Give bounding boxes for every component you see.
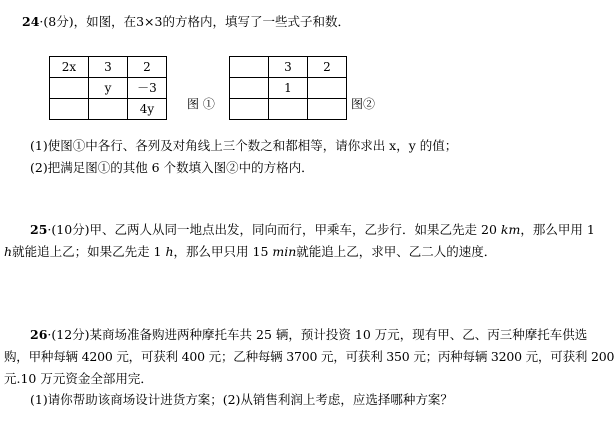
q25-text: 就能追上乙，求甲、乙二人的速度． [296,244,497,259]
q25-line-1 [30,220,595,238]
grid-figure-2 [229,56,347,120]
grid1-cell: 4y [128,99,167,120]
grid2-cell [269,99,308,120]
q25-number: 25 [30,222,48,237]
q25-unit-min: min [272,244,297,259]
q26-text: ·(12分)某商场准备购进两种摩托车共 25 辆，预计投资 10 万元，现有甲、乙、丙三种摩托车供选 [47,327,588,342]
grid2-cell: 3 [269,57,308,78]
grid2-cell [308,99,347,120]
grid2-cell [230,57,269,78]
q24-part-2: (2)把满足图①的其他 6 个数填入图②中的方格内． [30,160,314,175]
q26-line-1 [30,325,587,343]
q26-line-4: (1)请你帮助该商场设计进货方案；(2)从销售利润上考虑，应选择哪种方案？ [30,392,453,407]
grid1-cell: 2 [128,57,167,78]
q24-number: 24 [22,14,40,29]
grid1-cell: －3 [128,78,167,99]
figure-2-label: 图② [351,97,376,111]
q25-text: 就能追上乙；如果乙先走 1 [12,244,166,259]
grid1-cell [50,99,89,120]
figure-1-label: 图 ① [187,97,215,111]
q24-heading-text: ·(8分)，如图，在3×3的方格内，填写了一些式子和数． [39,14,350,29]
grid-figure-1 [49,56,167,120]
grid1-cell: y [89,78,128,99]
q25-text: ·(10分)甲、乙两人从同一地点出发，同向而行，甲乘车，乙步行．如果乙先走 20 [47,222,501,237]
q25-text: ，那么甲只用 15 [173,244,273,259]
grid2-cell [230,78,269,99]
q25-line-2 [4,242,496,260]
grid2-cell: 1 [269,78,308,99]
q25-unit-km: km [500,222,521,237]
grid1-cell [89,99,128,120]
q24-heading [22,12,350,30]
q25-text: ，那么甲用 1 [520,222,595,237]
q26-line-3: 元.10 万元资金全部用完． [4,371,153,386]
q26-number: 26 [30,327,48,342]
grid1-cell [50,78,89,99]
q24-part-1: (1)使图①中各行、各列及对角线上三个数之和都相等，请你求出 x，y 的值； [30,138,458,153]
grid2-cell: 2 [308,57,347,78]
q25-unit-h: h [165,244,174,259]
q26-line-2: 购，甲种每辆 4200 元，可获利 400 元；乙种每辆 3700 元，可获利 350 元；丙种每辆 3200 元，可获利 200 [4,349,614,364]
grid1-cell: 3 [89,57,128,78]
q25-unit-h: h [4,244,13,259]
grid2-cell [230,99,269,120]
grid2-cell [308,78,347,99]
grid1-cell: 2x [50,57,89,78]
